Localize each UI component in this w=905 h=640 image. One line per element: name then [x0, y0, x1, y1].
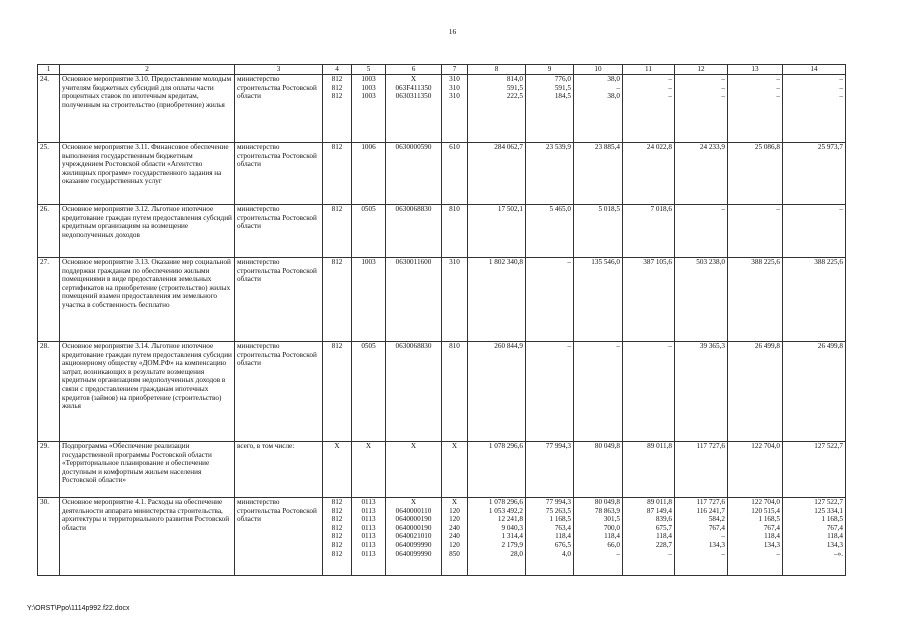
row-number: 26. [38, 205, 60, 258]
executor: министерство строительства Ростовской области [235, 342, 323, 442]
cell-value: 063F411350 [395, 83, 432, 92]
cell-value: 116 241,7 [696, 506, 725, 515]
cell-value: 812 [331, 258, 343, 266]
cell-value: 1003 [361, 92, 376, 101]
cell-value: 23 885,4 [594, 143, 620, 151]
row-number: 29. [38, 442, 60, 498]
program-name: Основное мероприятие 4.1. Расходы на обеспечение деятельности аппарата министерства строительства, архитектуры и территориального развития Ростовской области [60, 498, 235, 576]
kbk-vr-cell [442, 75, 468, 143]
cell-value: 0630068830 [395, 342, 432, 350]
kbk-vr-cell [442, 442, 468, 498]
header-cell: 10 [574, 65, 623, 75]
cell-value: 134,3 [826, 540, 843, 549]
cell-value: – [616, 549, 620, 558]
cell-value: – [839, 83, 843, 92]
kbk-grbs-cell [323, 205, 352, 258]
cell-value: – [616, 83, 620, 92]
kbk-vr-cell [442, 205, 468, 258]
cell-value: 118,4 [555, 532, 571, 541]
cell-value: 39 365,3 [699, 342, 725, 350]
header-cell: 1 [38, 65, 60, 75]
cell-value: – [721, 83, 725, 92]
kbk-rzpr-cell [352, 342, 386, 442]
cell-value: X [410, 498, 417, 506]
total-amount-cell [468, 342, 526, 442]
cell-value: 26 499,8 [817, 342, 843, 350]
cell-value: 87 149,4 [646, 506, 672, 515]
cell-value: 0640000110 [395, 506, 432, 515]
year-2022-cell [675, 258, 728, 342]
cell-value: 812 [331, 515, 343, 524]
kbk-csr-cell [386, 342, 442, 442]
year-2023-cell [728, 442, 783, 498]
year-2020-cell [574, 342, 623, 442]
header-cell: 13 [728, 65, 783, 75]
header-cell: 4 [323, 65, 352, 75]
kbk-grbs-cell [323, 143, 352, 205]
kbk-grbs-cell [323, 258, 352, 342]
cell-value: 0640021010 [395, 532, 432, 541]
executor: министерство строительства Ростовской области [235, 205, 323, 258]
cell-value: 812 [331, 75, 343, 83]
cell-value: 120 [449, 540, 460, 549]
year-2024-cell [783, 258, 846, 342]
cell-value: – [668, 83, 672, 92]
year-2020-cell [574, 143, 623, 205]
row-number: 30. [38, 498, 60, 576]
cell-value: 812 [331, 540, 343, 549]
cell-value: 310 [449, 83, 460, 92]
cell-value: – [721, 549, 725, 558]
kbk-rzpr-cell [352, 75, 386, 143]
cell-value: 118,4 [764, 532, 780, 541]
kbk-grbs-cell [323, 342, 352, 442]
year-2021-cell [623, 205, 675, 258]
table-row [38, 143, 846, 205]
cell-value: 1006 [361, 143, 376, 151]
cell-value: X [410, 75, 417, 83]
cell-value: 0113 [361, 523, 376, 532]
year-2019-cell [526, 342, 574, 442]
cell-value: 4,0 [562, 549, 571, 558]
cell-value: 812 [331, 83, 343, 92]
year-2024-cell [783, 205, 846, 258]
cell-value: 0505 [361, 205, 376, 213]
cell-value: 24 233,9 [699, 143, 725, 151]
cell-value: 89 011,8 [647, 498, 672, 506]
cell-value: 839,6 [655, 515, 672, 524]
header-cell: 12 [675, 65, 728, 75]
cell-value: 0113 [361, 506, 376, 515]
year-2024-cell [783, 442, 846, 498]
row-number: 24. [38, 75, 60, 143]
year-2020-cell [574, 75, 623, 143]
cell-value: 591,5 [506, 83, 523, 92]
cell-value: 767,4 [708, 523, 725, 532]
year-2020-cell [574, 205, 623, 258]
year-2021-cell [623, 75, 675, 143]
kbk-grbs-cell [323, 75, 352, 143]
cell-value: 776,0 [554, 75, 571, 83]
executor: министерство строительства Ростовской области [235, 143, 323, 205]
cell-value: – [776, 549, 780, 558]
year-2021-cell [623, 342, 675, 442]
cell-value: 260 844,9 [494, 342, 523, 350]
total-amount-cell [468, 75, 526, 143]
cell-value: 0113 [361, 532, 376, 541]
kbk-rzpr-cell [352, 258, 386, 342]
year-2019-cell [526, 205, 574, 258]
cell-value: 134,3 [763, 540, 780, 549]
year-2020-cell [574, 498, 623, 576]
year-2020-cell [574, 258, 623, 342]
cell-value: 0640000190 [395, 523, 432, 532]
budget-table [37, 64, 846, 576]
cell-value: 812 [331, 342, 343, 350]
year-2024-cell [783, 498, 846, 576]
cell-value: 0630011600 [395, 258, 432, 266]
cell-value: 700,0 [603, 523, 620, 532]
cell-value: 675,7 [655, 523, 672, 532]
header-cell: 2 [60, 65, 235, 75]
program-name: Основное мероприятие 3.13. Оказание мер социальной поддержки гражданам по обеспечению жилыми помещениями в виде предоставления земельных сертификатов на приобретение (строительство) жилых помещений взамен предоставления им земельного участка в собственность бесплатно [60, 258, 235, 342]
kbk-grbs-cell [323, 498, 352, 576]
file-path: Y:\ORST\Ppo\1114p992.f22.docx [27, 605, 130, 612]
kbk-csr-cell [386, 143, 442, 205]
cell-value: 0113 [361, 515, 376, 524]
cell-value: – [567, 258, 571, 266]
table-row [38, 258, 846, 342]
cell-value: –». [834, 549, 843, 558]
cell-value: 812 [331, 143, 343, 151]
cell-value: 2 179,9 [501, 540, 523, 549]
table-row [38, 342, 846, 442]
header-cell: 11 [623, 65, 675, 75]
year-2022-cell [675, 498, 728, 576]
cell-value: 1 314,4 [501, 532, 523, 541]
cell-value: 134,3 [708, 540, 725, 549]
cell-value: 0113 [361, 549, 376, 558]
cell-value: X [334, 442, 340, 450]
kbk-vr-cell [442, 498, 468, 576]
cell-value: 763,4 [554, 523, 571, 532]
cell-value: 38,0 [607, 92, 620, 101]
cell-value: – [721, 75, 725, 83]
cell-value: 591,5 [554, 83, 571, 92]
cell-value: 240 [449, 532, 460, 541]
cell-value: 610 [449, 143, 460, 151]
year-2021-cell [623, 258, 675, 342]
year-2019-cell [526, 442, 574, 498]
total-amount-cell [468, 205, 526, 258]
header-cell: 9 [526, 65, 574, 75]
cell-value: 812 [331, 498, 343, 506]
year-2019-cell [526, 143, 574, 205]
cell-value: 118,4 [604, 532, 620, 541]
cell-value: 0630068830 [395, 205, 432, 213]
program-name: Основное мероприятие 3.10. Предоставление молодым учителям бюджетных субсидий для оплаты части процентных ставок по ипотечным кредитам, полученным на строительство (приобретение) жилья [60, 75, 235, 143]
cell-value: 676,5 [554, 540, 571, 549]
cell-value: – [776, 83, 780, 92]
row-number: 25. [38, 143, 60, 205]
cell-value: 810 [449, 205, 460, 213]
total-amount-cell [468, 143, 526, 205]
cell-value: 767,4 [763, 523, 780, 532]
header-cell: 7 [442, 65, 468, 75]
program-name: Основное мероприятие 3.12. Льготное ипотечное кредитование граждан путем предоставления субсидий кредитным организациям на возмещение недополученных доходов [60, 205, 235, 258]
kbk-csr-cell [386, 442, 442, 498]
cell-value: 240 [449, 523, 460, 532]
year-2024-cell [783, 75, 846, 143]
header-cell: 8 [468, 65, 526, 75]
cell-value: 125 334,1 [814, 506, 843, 515]
cell-value: 0640000190 [395, 515, 432, 524]
cell-value: 80 049,8 [594, 442, 620, 450]
kbk-csr-cell [386, 75, 442, 143]
kbk-csr-cell [386, 258, 442, 342]
cell-value: – [839, 75, 843, 83]
cell-value: – [839, 92, 843, 101]
cell-value: 0113 [361, 498, 376, 506]
cell-value: – [721, 532, 725, 541]
cell-value: – [668, 92, 672, 101]
year-2019-cell [526, 75, 574, 143]
cell-value: 9 040,3 [501, 523, 523, 532]
cell-value: 0630000590 [395, 143, 432, 151]
cell-value: 1 168,5 [821, 515, 843, 524]
cell-value: 117 727,6 [696, 442, 725, 450]
header-row [38, 65, 846, 75]
year-2021-cell [623, 498, 675, 576]
kbk-rzpr-cell [352, 205, 386, 258]
cell-value: 812 [331, 92, 343, 101]
kbk-rzpr-cell [352, 442, 386, 498]
cell-value: 812 [331, 523, 343, 532]
cell-value: 850 [449, 549, 460, 558]
cell-value: 0640099990 [395, 549, 432, 558]
year-2019-cell [526, 258, 574, 342]
cell-value: 25 973,7 [817, 143, 843, 151]
cell-value: 28,0 [510, 549, 523, 558]
kbk-rzpr-cell [352, 143, 386, 205]
cell-value: 120 515,4 [751, 506, 780, 515]
cell-value: – [668, 549, 672, 558]
year-2019-cell [526, 498, 574, 576]
cell-value: 1 078 296,6 [488, 498, 523, 506]
cell-value: 812 [331, 205, 343, 213]
cell-value: 0505 [361, 342, 376, 350]
cell-value: 1 168,5 [758, 515, 780, 524]
kbk-vr-cell [442, 258, 468, 342]
cell-value: 75 263,5 [545, 506, 571, 515]
total-amount-cell [468, 258, 526, 342]
total-amount-cell [468, 498, 526, 576]
cell-value: 1003 [361, 83, 376, 92]
table-row [38, 498, 846, 576]
kbk-rzpr-cell [352, 498, 386, 576]
year-2023-cell [728, 498, 783, 576]
cell-value: 5 465,0 [549, 205, 571, 213]
cell-value: 38,0 [607, 75, 620, 83]
year-2023-cell [728, 258, 783, 342]
cell-value: 284 062,7 [494, 143, 523, 151]
cell-value: 1 168,5 [549, 515, 571, 524]
cell-value: 222,5 [506, 92, 523, 101]
cell-value: 25 086,8 [754, 143, 780, 151]
header-cell: 6 [386, 65, 442, 75]
cell-value: 120 [449, 506, 460, 515]
cell-value: 78 863,9 [594, 506, 620, 515]
cell-value: 812 [331, 506, 343, 515]
year-2021-cell [623, 143, 675, 205]
cell-value: 80 049,8 [594, 498, 620, 506]
cell-value: 810 [449, 342, 460, 350]
cell-value: 387 105,6 [643, 258, 672, 266]
cell-value: 0640099990 [395, 540, 432, 549]
program-name: Основное мероприятие 3.14. Льготное ипотечное кредитование граждан путем предоставления субсидии акционерному обществу «ДОМ.РФ» на компенсацию затрат, возникающих в результате возмещения кредитным организациям недополученных доходов в связи с предоставлением гражданам ипотечных кредитов (займов) на приобретение (строительство) жилья [60, 342, 235, 442]
header-cell: 14 [783, 65, 846, 75]
program-name: Подпрограмма «Обеспечение реализации государственной программы Ростовской области «Территориальное планирование и обеспечение доступным и комфортным жильем населения Ростовской области» [60, 442, 235, 498]
cell-value: 1 053 492,2 [488, 506, 523, 515]
cell-value: 310 [449, 92, 460, 101]
executor: министерство строительства Ростовской области [235, 498, 323, 576]
cell-value: – [776, 92, 780, 101]
cell-value: 127 522,7 [814, 498, 843, 506]
cell-value: 117 727,6 [696, 498, 725, 506]
cell-value: 310 [449, 75, 460, 83]
year-2024-cell [783, 143, 846, 205]
cell-value: 812 [331, 549, 343, 558]
cell-value: 77 994,3 [545, 498, 571, 506]
cell-value: 122 704,0 [751, 498, 780, 506]
executor: всего, в том числе: [235, 442, 323, 498]
row-number: 27. [38, 258, 60, 342]
page-number: 16 [448, 27, 457, 36]
year-2022-cell [675, 442, 728, 498]
cell-value: 77 994,3 [545, 442, 571, 450]
cell-value: 26 499,8 [754, 342, 780, 350]
executor: министерство строительства Ростовской области [235, 75, 323, 143]
cell-value: X [451, 442, 458, 450]
cell-value: 1003 [361, 75, 376, 83]
cell-value: 310 [449, 258, 460, 266]
cell-value: 122 704,0 [751, 442, 780, 450]
year-2022-cell [675, 342, 728, 442]
year-2021-cell [623, 442, 675, 498]
cell-value: 503 238,0 [696, 258, 725, 266]
cell-value: X [410, 442, 417, 450]
year-2023-cell [728, 143, 783, 205]
cell-value: 127 522,7 [814, 442, 843, 450]
header-cell: 3 [235, 65, 323, 75]
cell-value: – [839, 205, 843, 213]
cell-value: – [567, 342, 571, 350]
table-row [38, 442, 846, 498]
cell-value: 388 225,6 [814, 258, 843, 266]
kbk-vr-cell [442, 143, 468, 205]
year-2020-cell [574, 442, 623, 498]
year-2023-cell [728, 75, 783, 143]
program-name: Основное мероприятие 3.11. Финансовое обеспечение выполнения государственным бюджетным учреждением Ростовской области «Агентство жилищных программ» государственного задания на оказание государственных услуг [60, 143, 235, 205]
executor: министерство строительства Ростовской области [235, 258, 323, 342]
cell-value: 17 502,1 [497, 205, 523, 213]
cell-value: 7 018,6 [650, 205, 672, 213]
cell-value: 118,4 [656, 532, 672, 541]
cell-value: 66,0 [607, 540, 620, 549]
kbk-csr-cell [386, 498, 442, 576]
cell-value: – [721, 205, 725, 213]
cell-value: 1 802 340,8 [488, 258, 523, 266]
row-number: 28. [38, 342, 60, 442]
cell-value: 812 [331, 532, 343, 541]
cell-value: 23 539,9 [545, 143, 571, 151]
cell-value: 301,5 [603, 515, 620, 524]
kbk-grbs-cell [323, 442, 352, 498]
year-2024-cell [783, 342, 846, 442]
header-cell: 5 [352, 65, 386, 75]
year-2022-cell [675, 205, 728, 258]
cell-value: 120 [449, 515, 460, 524]
cell-value: 584,2 [708, 515, 725, 524]
cell-value: 814,0 [506, 75, 523, 83]
cell-value: 1003 [361, 258, 376, 266]
year-2023-cell [728, 342, 783, 442]
cell-value: 5 018,5 [598, 205, 620, 213]
year-2022-cell [675, 75, 728, 143]
kbk-csr-cell [386, 205, 442, 258]
cell-value: 89 011,8 [647, 442, 672, 450]
cell-value: 388 225,6 [751, 258, 780, 266]
year-2023-cell [728, 205, 783, 258]
cell-value: – [776, 75, 780, 83]
cell-value: 118,4 [827, 532, 843, 541]
cell-value: – [616, 342, 620, 350]
cell-value: 228,7 [655, 540, 672, 549]
cell-value: X [365, 442, 372, 450]
cell-value: – [776, 205, 780, 213]
cell-value: 24 022,8 [646, 143, 672, 151]
cell-value: 0113 [361, 540, 376, 549]
cell-value: 12 241,8 [497, 515, 523, 524]
kbk-vr-cell [442, 342, 468, 442]
table-row [38, 75, 846, 143]
cell-value: 0630311350 [395, 92, 432, 101]
cell-value: – [668, 342, 672, 350]
cell-value: – [668, 75, 672, 83]
year-2022-cell [675, 143, 728, 205]
table-row [38, 205, 846, 258]
cell-value: – [721, 92, 725, 101]
total-amount-cell [468, 442, 526, 498]
cell-value: 135 546,0 [591, 258, 620, 266]
cell-value: 184,5 [554, 92, 571, 101]
cell-value: 767,4 [826, 523, 843, 532]
cell-value: 1 078 296,6 [488, 442, 523, 450]
cell-value: X [451, 498, 458, 506]
